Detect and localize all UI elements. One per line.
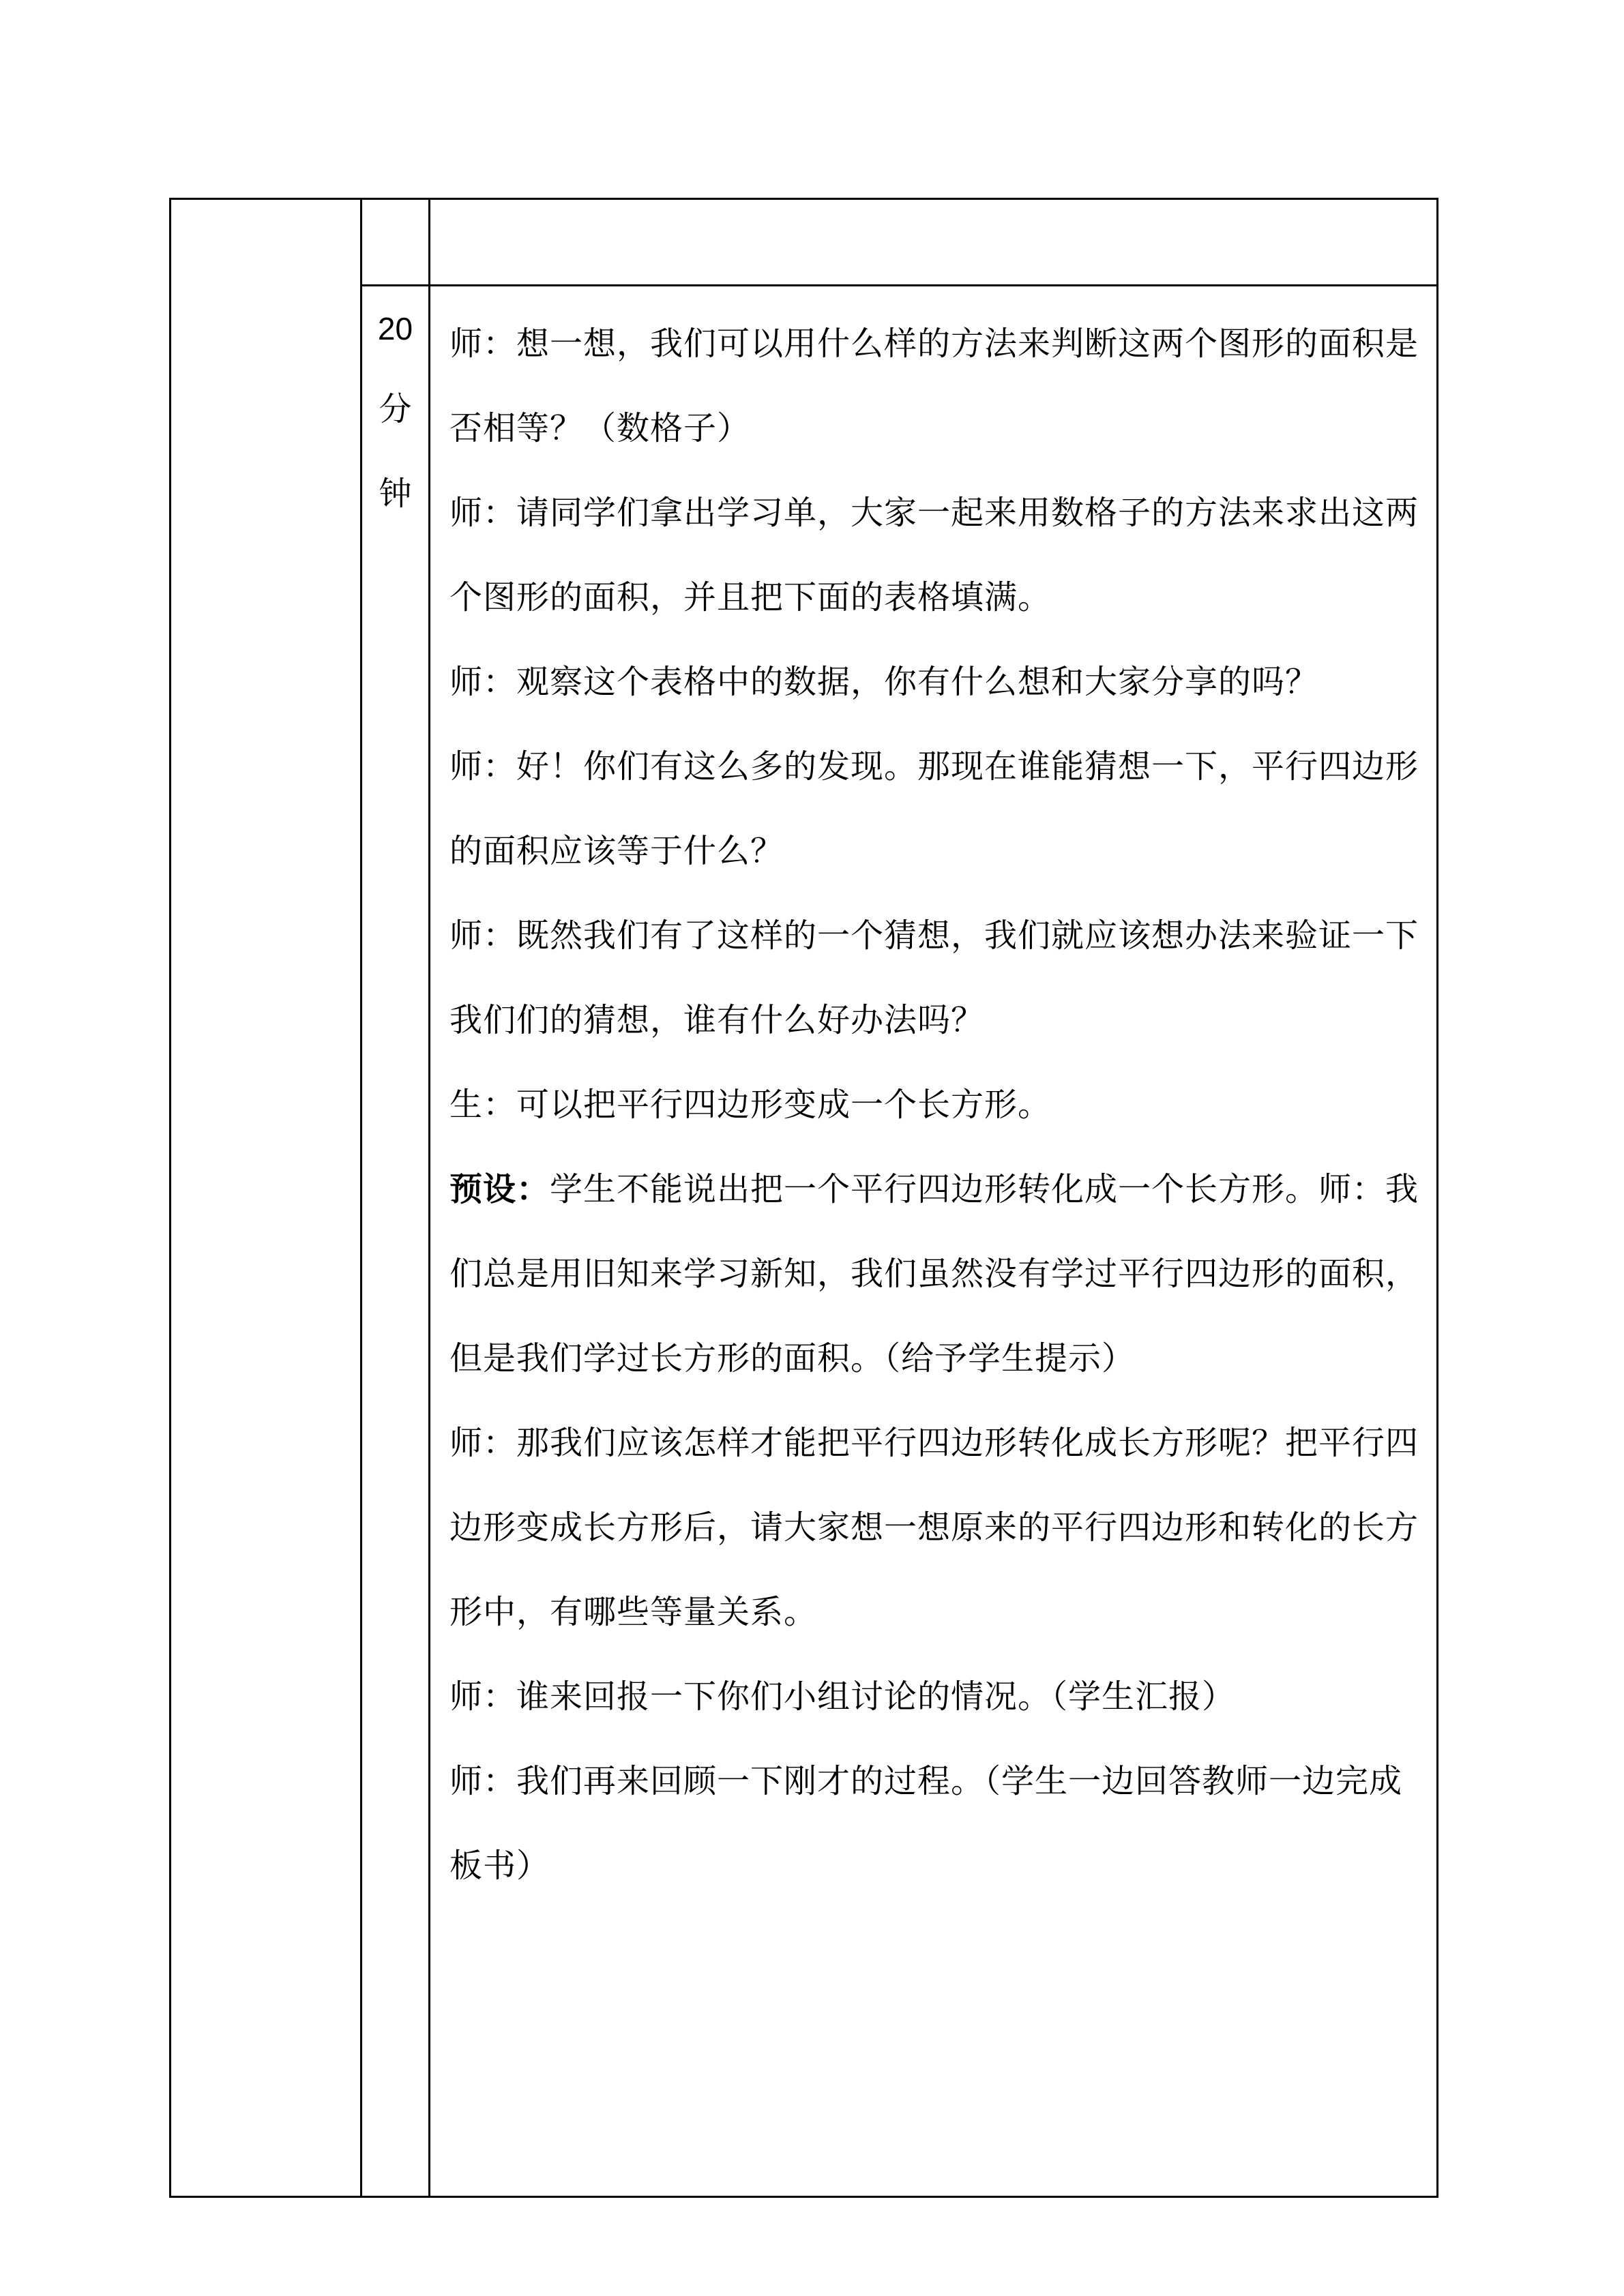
paragraph-2-text: 师：请同学们拿出学习单，大家一起来用数格子的方法来求出这两个图形的面积，并且把下面的表格填满。	[449, 494, 1419, 616]
paragraph-5	[449, 893, 1420, 1062]
paragraph-2	[449, 471, 1420, 640]
time-cell	[361, 286, 430, 2197]
paragraph-10	[449, 1739, 1420, 1908]
table-row-top	[171, 199, 1438, 286]
paragraph-7-text: 学生不能说出把一个平行四边形转化成一个长方形。师：我们总是用旧知来学习新知，我们虽然没有学过平行四边形的面积，但是我们学过长方形的面积。（给予学生提示）	[449, 1170, 1419, 1377]
paragraph-7	[449, 1147, 1420, 1401]
paragraph-4-text: 师：好！你们有这么多的发现。那现在谁能猜想一下，平行四边形的面积应该等于什么？	[449, 747, 1419, 870]
paragraph-5-text: 师：既然我们有了这样的一个猜想，我们就应该想办法来验证一下我们们的猜想，谁有什么好办法吗？	[449, 916, 1419, 1039]
top-time-cell	[361, 199, 430, 286]
paragraph-6	[449, 1062, 1420, 1147]
paragraph-8-text: 师：那我们应该怎样才能把平行四边形转化成长方形呢？把平行四边形变成长方形后，请大家想一想原来的平行四边形和转化的长方形中，有哪些等量关系。	[449, 1424, 1419, 1631]
paragraph-3	[449, 640, 1420, 724]
paragraph-3-text: 师：观察这个表格中的数据，你有什么想和大家分享的吗？	[449, 663, 1319, 701]
paragraph-4	[449, 724, 1420, 893]
time-unit-1: 分	[379, 390, 412, 428]
time-unit-2: 钟	[379, 475, 412, 513]
paragraph-6-text: 生：可以把平行四边形变成一个长方形。	[449, 1086, 1052, 1124]
content-cell	[430, 286, 1438, 2197]
paragraph-9	[449, 1654, 1420, 1739]
stage-cell	[171, 199, 361, 2197]
paragraph-7-lead: 预设：	[449, 1170, 550, 1208]
paragraph-1	[449, 301, 1420, 471]
paragraph-1-text: 师：想一想，我们可以用什么样的方法来判断这两个图形的面积是否相等？（数格子）	[449, 325, 1419, 447]
lesson-plan-table	[169, 198, 1438, 2198]
paragraph-9-text: 师：谁来回报一下你们小组讨论的情况。（学生汇报）	[449, 1678, 1236, 1716]
paragraph-8	[449, 1401, 1420, 1654]
time-number: 20	[377, 311, 413, 346]
top-content-cell	[430, 199, 1438, 286]
paragraph-10-text: 师：我们再来回顾一下刚才的过程。（学生一边回答教师一边完成板书）	[449, 1762, 1403, 1885]
